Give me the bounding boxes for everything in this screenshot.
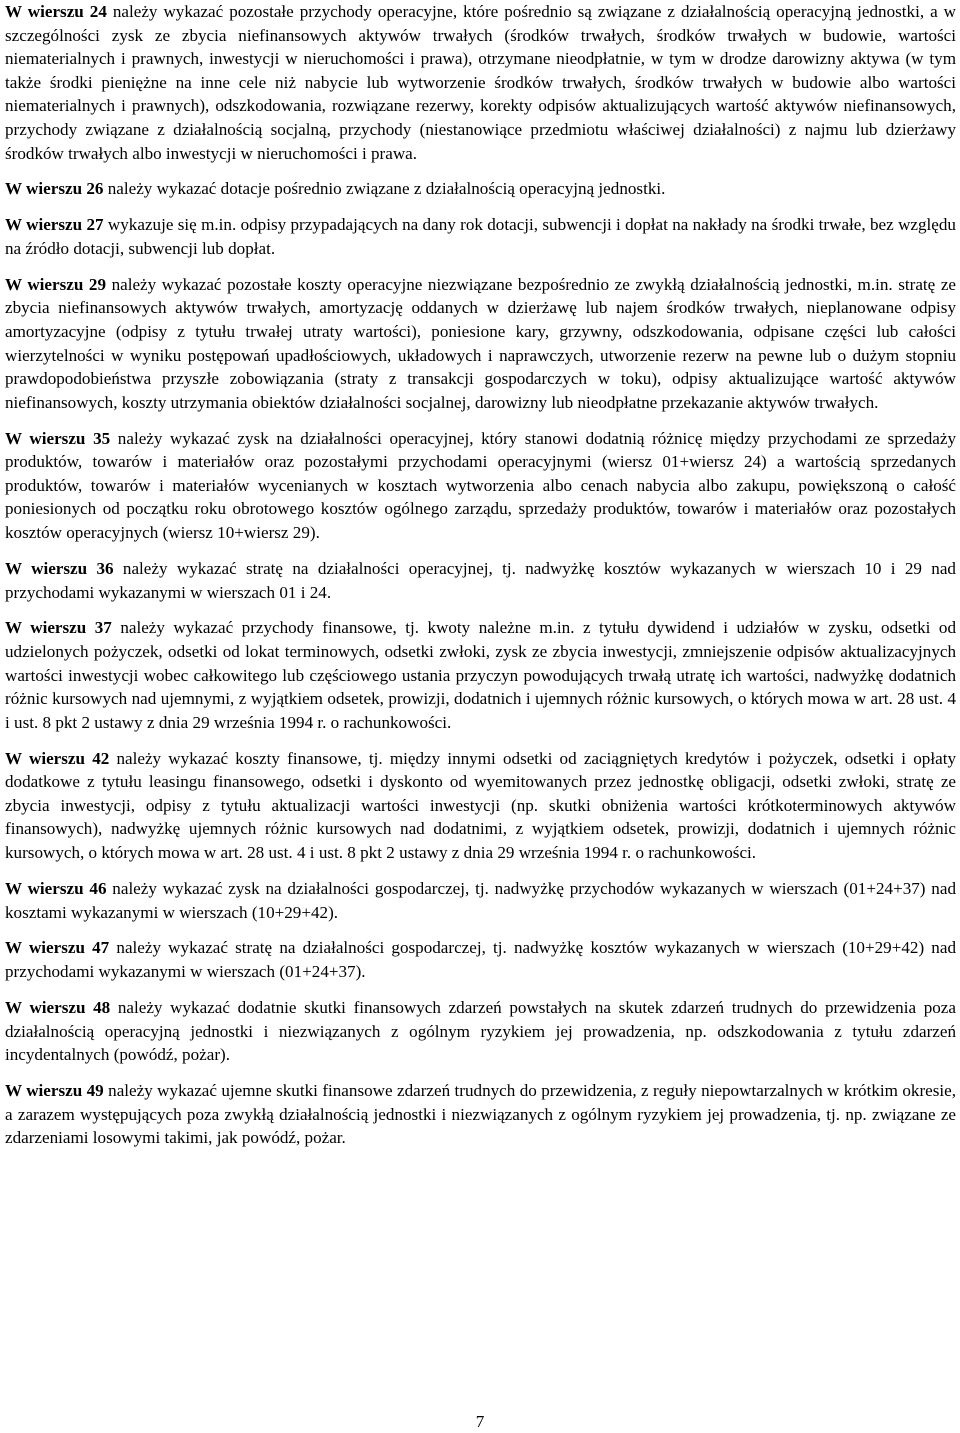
page-number: 7: [475, 1412, 485, 1431]
paragraph-row-29: [5, 273, 956, 415]
paragraph-lead: W wierszu 29: [5, 274, 107, 294]
paragraph-row-48: [5, 996, 956, 1067]
paragraph-lead: W wierszu 46: [5, 878, 107, 898]
paragraph-lead: W wierszu 35: [5, 428, 111, 448]
document-body: [5, 0, 956, 1162]
paragraph-text: należy wykazać zysk na działalności operacyjnej, który stanowi dodatnią różnicę między przychodami ze sprzedaży produktów, towarów i materiałów oraz pozostałymi przychodami operacyjnymi (wiersz 01+wiersz 24) a wartością sprzedanych produktów, towarów i materiałów wycenianych w kosztach wytworzenia albo cenach nabycia albo zakupu, powiększoną o całość poniesionych od początku roku obrotowego kosztów ogólnego zarządu, sprzedaży produktów, towarów i materiałów oraz pozostałych kosztów operacyjnych (wiersz 10+wiersz 29).: [5, 428, 956, 543]
paragraph-text: należy wykazać ujemne skutki finansowe zdarzeń trudnych do przewidzenia, z reguły niepowtarzalnych w krótkim okresie, a zarazem występujących poza zwykłą działalnością jednostki i niezwiązanych z ogólnym ryzykiem jej prowadzenia, tj. np. związane ze zdarzeniami losowymi takimi, jak powódź, pożar.: [5, 1081, 956, 1148]
paragraph-lead: W wierszu 42: [5, 748, 110, 768]
paragraph-row-27: [5, 213, 956, 260]
paragraph-row-26: [5, 177, 956, 201]
paragraph-lead: W wierszu 27: [5, 215, 104, 235]
paragraph-lead: W wierszu 48: [5, 997, 111, 1017]
paragraph-row-35: [5, 427, 956, 545]
paragraph-lead: W wierszu 49: [5, 1081, 104, 1101]
paragraph-row-24: [5, 0, 956, 165]
paragraph-text: wykazuje się m.in. odpisy przypadających na dany rok dotacji, subwencji i dopłat na nakłady na środki trwałe, bez względu na źródło dotacji, subwencji lub dopłat.: [5, 215, 956, 258]
paragraph-row-46: [5, 877, 956, 924]
paragraph-row-42: [5, 747, 956, 865]
paragraph-row-37: [5, 616, 956, 734]
paragraph-lead: W wierszu 26: [5, 179, 104, 199]
paragraph-text: należy wykazać zysk na działalności gospodarczej, tj. nadwyżkę przychodów wykazanych w wierszach (01+24+37) nad kosztami wykazanymi w wierszach (10+29+42).: [5, 878, 956, 922]
paragraph-text: należy wykazać dotacje pośrednio związane z działalnością operacyjną jednostki.: [103, 179, 666, 199]
paragraph-lead: W wierszu 37: [5, 618, 112, 638]
paragraph-row-36: [5, 557, 956, 604]
paragraph-text: należy wykazać przychody finansowe, tj. kwoty należne m.in. z tytułu dywidend i udziałów w zysku, odsetki od udzielonych pożyczek, odsetki od lokat terminowych, odsetki zwłoki, zysk ze zbycia inwestycji, zmniejszenie odpisów aktualizacyjnych wartości inwestycji wobec całkowitego lub częściowego ustania przyczyn powodujących trwałą utratę ich wartości, nadwyżkę dodatnich różnic kursowych nad ujemnymi, z wyjątkiem odsetek, prowizji, dodatnich i ujemnych różnic kursowych, o których mowa w art. 28 ust. 4 i ust. 8 pkt 2 ustawy z dnia 29 września 1994 r. o rachunkowości.: [5, 618, 956, 732]
paragraph-text: należy wykazać stratę na działalności operacyjnej, tj. nadwyżkę kosztów wykazanych w wierszach 10 i 29 nad przychodami wykazanymi w wierszach 01 i 24.: [5, 558, 956, 602]
paragraph-lead: W wierszu 47: [5, 938, 110, 958]
paragraph-text: należy wykazać koszty finansowe, tj. między innymi odsetki od zaciągniętych kredytów i pożyczek, odsetki i opłaty dodatkowe z tytułu leasingu finansowego, odsetki i dyskonto od wyemitowanych przez jednostkę obligacji, odsetki zwłoki, stratę ze zbycia inwestycji, odpisy z tytułu aktualizacji wartości inwestycji (np. skutki obniżenia wartości krótkoterminowych aktywów finansowych), nadwyżkę ujemnych różnic kursowych nad dodatnimi, z wyjątkiem odsetek, prowizji, dodatnich i ujemnych różnic kursowych, o których mowa w art. 28 ust. 4 i ust. 8 pkt 2 ustawy z dnia 29 września 1994 r. o rachunkowości.: [5, 748, 956, 863]
paragraph-row-47: [5, 936, 956, 983]
paragraph-text: należy wykazać dodatnie skutki finansowych zdarzeń powstałych na skutek zdarzeń trudnych do przewidzenia poza działalnością operacyjną jednostki i niezwiązanych z ogólnym ryzykiem jej prowadzenia, np. odszkodowania z tytułu zdarzeń incydentalnych (powódź, pożar).: [5, 997, 956, 1065]
paragraph-text: należy wykazać pozostałe koszty operacyjne niezwiązane bezpośrednio ze zwykłą działalnością jednostki, m.in. stratę ze zbycia niefinansowych aktywów trwałych, amortyzację oddanych w dzierżawę lub najem środków trwałych, nieplanowane odpisy amortyzacyjne (odpisy z tytułu trwałej utraty wartości), poniesione kary, grzywny, odszkodowania, odpisane części lub całości wierzytelności w wyniku postępowań upadłościowych, układowych i naprawczych, utworzenie rezerw na pewne lub o dużym stopniu prawdopodobieństwa przyszłe zobowiązania (straty z transakcji gospodarczych w toku), odpisy aktualizujące wartość aktywów niefinansowych, koszty utrzymania obiektów działalności socjalnej, darowizny lub nieodpłatne przekazanie aktywów trwałych.: [5, 274, 956, 412]
paragraph-lead: W wierszu 24: [5, 2, 107, 21]
paragraph-text: należy wykazać pozostałe przychody operacyjne, które pośrednio są związane z działalnością operacyjną jednostki, a w szczególności zysk ze zbycia niefinansowych aktywów trwałych (środków trwałych, środków trwałych w budowie, wartości niematerialnych i prawnych, inwestycji w nieruchomości i prawa), otrzymane nieodpłatnie, w tym w drodze darowizny aktywa (w tym także środki pieniężne na inne cele niż nabycie lub wytworzenie środków trwałych, środków trwałych w budowie albo wartości niematerialnych i prawnych), odszkodowania, rozwiązane rezerwy, korekty odpisów aktualizujących wartość aktywów niefinansowych, przychody związane z działalnością socjalną, przychody (niestanowiące przedmiotu właściwej działalności) z najmu lub dzierżawy środków trwałych albo inwestycji w nieruchomości i prawa.: [5, 2, 956, 163]
paragraph-text: należy wykazać stratę na działalności gospodarczej, tj. nadwyżkę kosztów wykazanych w wierszach (10+29+42) nad przychodami wykazanymi w wierszach (01+24+37).: [5, 938, 956, 982]
paragraph-lead: W wierszu 36: [5, 558, 114, 578]
paragraph-row-49: [5, 1079, 956, 1150]
